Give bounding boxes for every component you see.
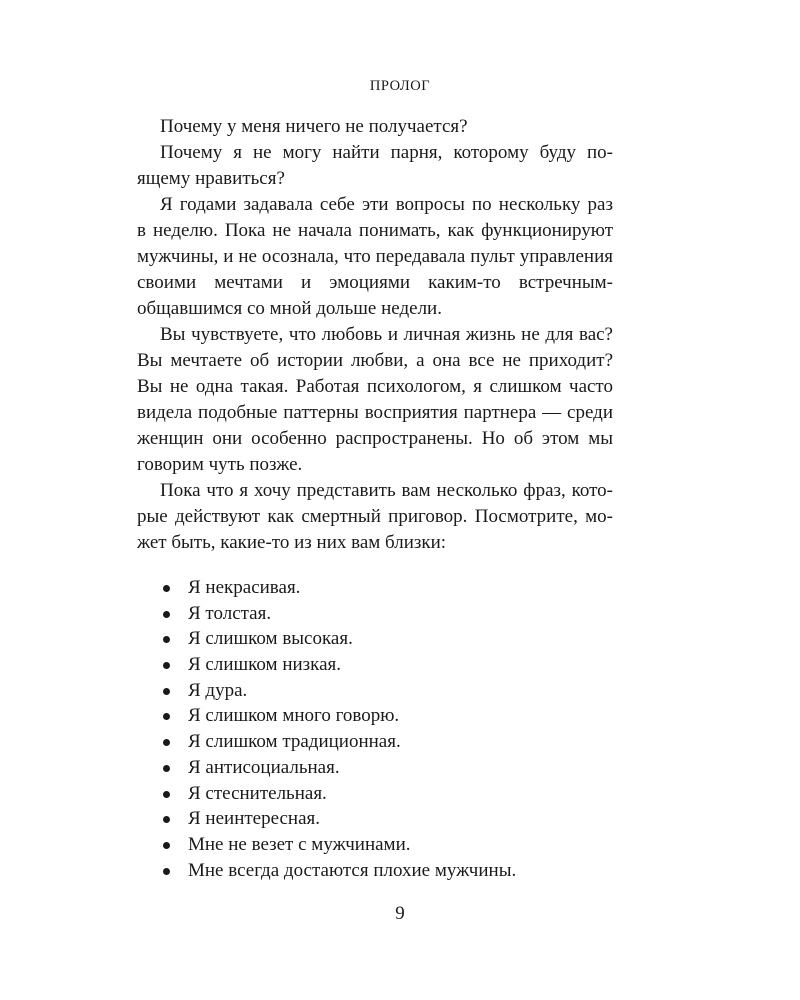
- bullet-icon: [163, 868, 170, 875]
- list-item-text: Я некрасивая.: [188, 577, 301, 598]
- list-item-text: Мне всегда достаются плохие мужчины.: [188, 859, 517, 881]
- list-item: [160, 575, 636, 601]
- bullet-icon: [163, 816, 170, 823]
- text-line: видела подобные паттерны восприятия партнера — среди: [137, 402, 613, 423]
- list-item: [160, 601, 636, 627]
- text-line: Я годами задавала себе эти вопросы по нескольку раз: [160, 194, 613, 215]
- list-item-text: Я слишком много говорю.: [188, 705, 400, 727]
- bullet-icon: [163, 791, 170, 798]
- paragraph: [137, 478, 613, 556]
- bullet-icon: [163, 585, 170, 592]
- list-item: [160, 781, 636, 807]
- bullet-icon: [163, 636, 170, 643]
- list-item-text: Я толстая.: [188, 602, 272, 624]
- list-item: [160, 858, 636, 884]
- list-item-text: Я неинтересная.: [188, 808, 321, 830]
- list-item: [160, 652, 636, 678]
- text-line: Вы мечтаете об истории любви, а она все не приходит?: [137, 350, 613, 371]
- page-number: 9: [395, 903, 405, 924]
- list-item: [160, 806, 636, 832]
- text-line: Почему у меня ничего не получается?: [160, 116, 468, 137]
- list-item: [160, 755, 636, 781]
- text-line: рые действуют как смертный приговор. Посмотрите, мо-: [137, 506, 613, 527]
- paragraph: [160, 114, 613, 140]
- text-line: Вы не одна такая. Работая психологом, я слишком часто: [137, 376, 613, 397]
- text-line: мужчины, и не осознала, что передавала пульт управления: [137, 246, 613, 267]
- body-text: [137, 114, 613, 556]
- running-head: ПРОЛОГ: [369, 78, 431, 94]
- list-item-text: Я дура.: [188, 679, 248, 701]
- list-item: [160, 729, 636, 755]
- text-line: Пока что я хочу представить вам несколько фраз, кото-: [160, 480, 613, 501]
- text-line: жет быть, какие-то из них вам близки:: [137, 532, 447, 553]
- list-item-text: Я слишком высокая.: [188, 628, 353, 650]
- bullet-icon: [163, 765, 170, 772]
- text-line: женщин они особенно распространены. Но об этом мы: [137, 428, 613, 449]
- bullet-icon: [163, 688, 170, 695]
- bullet-icon: [163, 611, 170, 618]
- text-line: общавшимся со мной дольше недели.: [137, 298, 442, 319]
- list-item-text: Я стеснительная.: [188, 782, 327, 804]
- text-line: Вы чувствуете, что любовь и личная жизнь не для вас?: [160, 324, 613, 345]
- list-item-text: Я слишком традиционная.: [188, 731, 401, 753]
- text-line: ящему нравиться?: [137, 168, 285, 189]
- paragraph: [137, 322, 613, 478]
- bullet-icon: [163, 662, 170, 669]
- bullet-icon: [163, 842, 170, 849]
- list-item: [160, 832, 636, 858]
- bullet-icon: [163, 713, 170, 720]
- list-item-text: Я антисоциальная.: [188, 756, 340, 778]
- paragraph: [137, 140, 613, 192]
- text-line: говорим чуть позже.: [137, 454, 303, 475]
- list-item: [160, 678, 636, 704]
- bullet-list: [160, 575, 636, 883]
- paragraph: [137, 192, 613, 322]
- text-line: своими мечтами и эмоциями каким-то встречным-: [137, 272, 613, 293]
- text-line: Почему я не могу найти парня, которому буду по-: [160, 142, 613, 163]
- bullet-icon: [163, 739, 170, 746]
- list-item: [160, 703, 636, 729]
- text-line: в неделю. Пока не начала понимать, как функционируют: [137, 220, 613, 241]
- list-item: [160, 626, 636, 652]
- list-item-text: Я слишком низкая.: [188, 654, 342, 676]
- list-item-text: Мне не везет с мужчинами.: [188, 833, 411, 855]
